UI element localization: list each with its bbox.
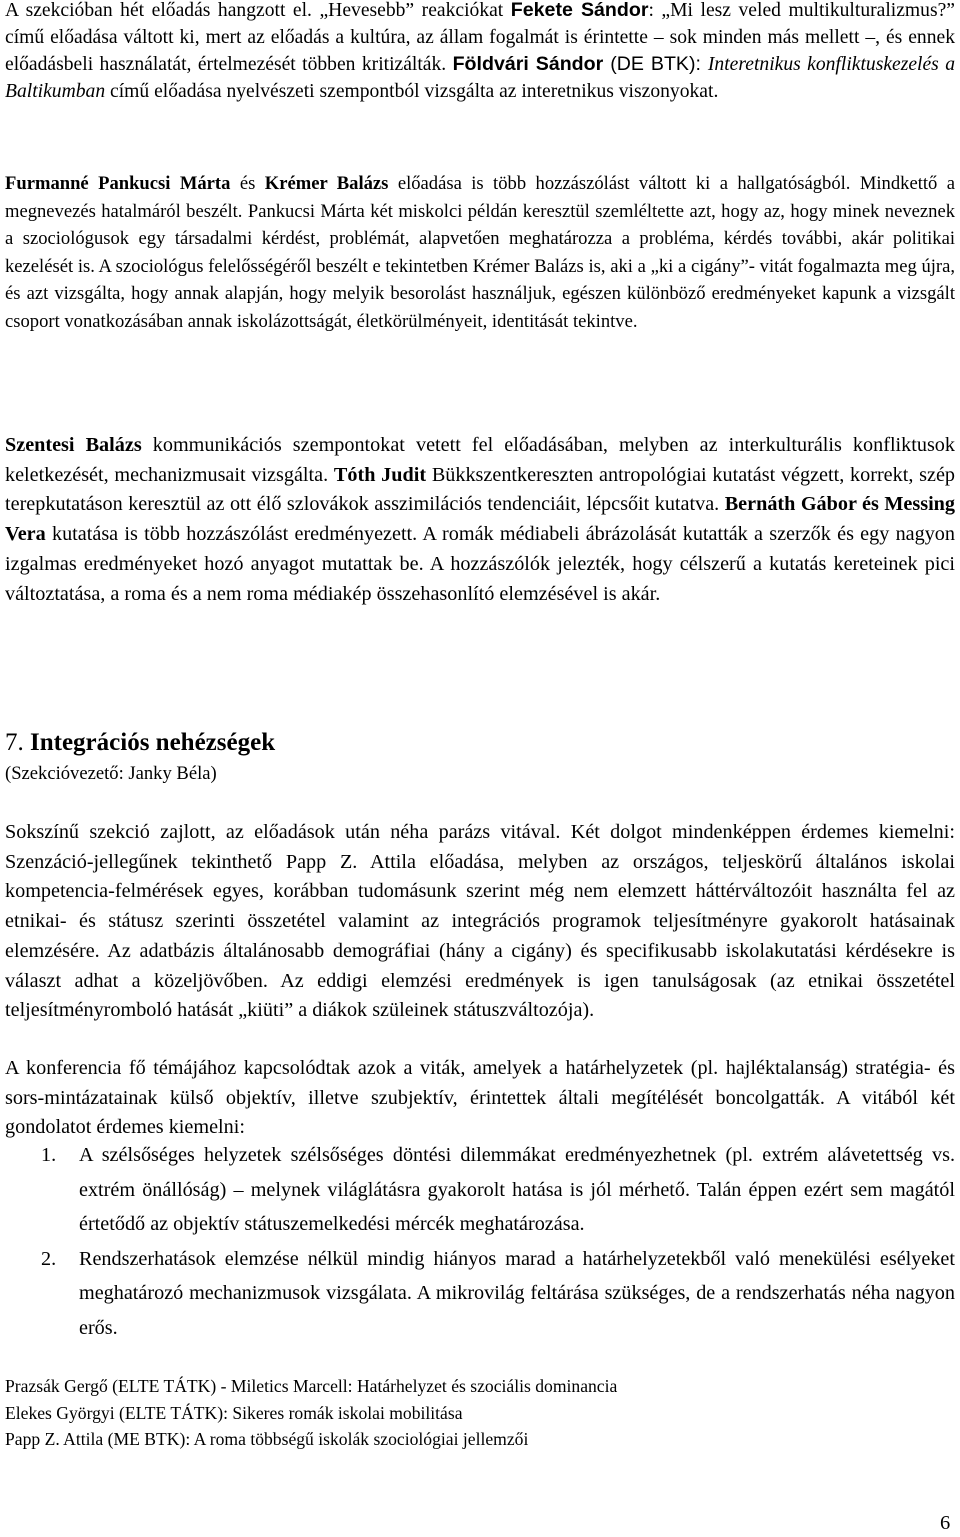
list-item: [5, 1138, 955, 1242]
speaker-name: Furmanné Pankucsi Márta: [5, 173, 231, 194]
paragraph-debate-intro: [5, 1054, 955, 1143]
paragraph-section-6-talks: [5, 0, 955, 105]
speaker-name: Krémer Balázs: [264, 173, 389, 194]
section-subtitle: (Szekcióvezető: Janky Béla): [5, 763, 217, 784]
section-title: Integrációs nehézségek: [30, 729, 276, 756]
list-number: 2.: [41, 1247, 57, 1270]
list-number: 1.: [41, 1144, 57, 1166]
text-span: előadása is több hozzászólást váltott ki a hallgatóságból. Mindkettő a megnevezés hatalmáról beszélt. Pankucsi Márta két miskolci példán keresztül szemléltette azt, hogy az, hogy minek neveznek a szociológusok egy társadalmi kérdést, problémát, alapvetően meghatározza a probléma, kérdés további, akár politikai kezelését is. A szociológus felelősségéről beszélt e tekintetben Krémer Balázs is, aki a „ki a cigány”- vitát fogalmazta meg újra, és azt vizsgálta, hogy annak alapján, hogy melyik besorolást használjuk, egészen különböző eredményeket kapunk a vizsgált csoport vonatkozásában annak iskolázottságát, életkörülményeit, identitását tekintve.: [5, 173, 955, 332]
speaker-name: Fekete Sándor: [510, 0, 649, 21]
text-span: Sokszínű szekció zajlott, az előadások után néha parázs vitával. Két dolgot mindenképpen érdemes kiemelni: Szenzáció-jellegűnek tekinthető Papp Z. Attila előadása, melyben az országos, teljeskörű általános iskolai kompetencia-felmérések egyes, korábban tudomásunk szerint még nem elemzett háttérváltozóit használta fel az etnikai- és státusz szerinti összetétel valamint az integrációs programok teljesítményre gyakorolt hatásainak elemzésére. Az adatbázis általánosabb demográfiai (hány a cigány) és specifikusabb iskolakutatási kérdésekre is választ adhat a közeljövőben. Az eddigi elemzési eredmények is igen tanulságosak (az etnikai összetétel teljesítményromboló hatását „kiüti” a diákok szüleinek státuszváltozója).: [5, 821, 955, 1022]
talk-entry: Elekes Györgyi (ELTE TÁTK): Sikeres romák iskolai mobilitása: [5, 1402, 463, 1423]
paragraph-szentesi-toth: [5, 431, 955, 609]
text-span: : „Mi lesz veled multikulturalizmus?” című előadása váltott ki, mert az előadás a kultúra, az állam fogalmát is érintette – sok minden más mellett –, és ennek előadásbeli használatát, értelmezését többen kritizálták.: [5, 0, 955, 75]
text-span: című előadása nyelvészeti szempontból vizsgálta az interetnikus viszonyokat.: [105, 81, 719, 102]
speaker-name: Szentesi Balázs: [5, 434, 142, 456]
talk-title: Interetnikus konfliktuskezelés a Baltikumban: [5, 54, 955, 102]
paragraph-pankucsi-kremer: [5, 170, 955, 335]
text-span: Bükkszentkereszten antropológiai kutatást végzett, korrekt, szép terepkutatáson keresztül az ott élő szlovákok asszimilációs tendenciáit, lépcsőit kutatva.: [5, 463, 955, 516]
speaker-name: Tóth Judit: [333, 463, 427, 486]
section-heading: [5, 728, 275, 758]
speaker-name: Földvári Sándor: [452, 53, 604, 75]
speaker-name: Bernáth Gábor és Messing Vera: [5, 493, 956, 546]
section-number: 7.: [5, 729, 24, 756]
page-number: 6: [940, 1512, 951, 1534]
talk-list: [5, 1373, 955, 1453]
text-span: és: [230, 173, 265, 194]
list-item-text: A szélsőséges helyzetek szélsőséges döntési dilemmákat eredményezhetnek (pl. extrém alávetettség vs. extrém önállóság) – melynek világlátásra gyakorolt hatása is jól mérhető. Talán éppen ezért sem magától értetődő az objektív státuszemelkedési mércék meghatározása.: [79, 1144, 955, 1235]
talk-entry: Prazsák Gergő (ELTE TÁTK) - Miletics Marcell: Határhelyzet és szociális dominancia: [5, 1376, 618, 1396]
text-span: kommunikációs szempontokat vetett fel előadásában, melyben az interkulturális konfliktusok keletkezését, mechanizmusait vizsgálta.: [5, 434, 955, 486]
paragraph-integration-summary: [5, 818, 955, 1026]
list-item-text: Rendszerhatások elemzése nélkül mindig hiányos marad a határhelyzetekből való menekülési esélyeket meghatározó mechanizmusok vizsgálata. A mikrovilág feltárása szükséges, de a rendszerhatás néha nagyon erős.: [79, 1247, 955, 1339]
text-span: kutatása is több hozzászólást eredményezett. A romák médiabeli ábrázolását kutatták a szerzők és egy nagyon izgalmas eredményeket hozó anyagot mutattak be. A hozzászólók jelezték, hogy célszerű a kutatás kereteinek pici változtatása, a roma és a nem roma médiakép összehasonlító elemzésével is akár.: [5, 523, 955, 605]
text-span: A szekcióban hét előadás hangzott el. „Hevesebb” reakciókat: [5, 0, 511, 21]
talk-entry: Papp Z. Attila (ME BTK): A roma többségű iskolák szociológiai jellemzői: [5, 1429, 529, 1449]
key-thoughts-list: [5, 1138, 955, 1345]
list-item: [5, 1242, 955, 1346]
text-span: (DE BTK):: [603, 53, 708, 75]
text-span: A konferencia fő témájához kapcsolódtak azok a viták, amelyek a határhelyzetek (pl. hajléktalanság) stratégia- és sors-mintázatainak külső objektív, illetve szubjektív, érintettek általi megítélését boncolgatták. A vitából két gondolatot érdemes kiemelni:: [5, 1057, 955, 1139]
